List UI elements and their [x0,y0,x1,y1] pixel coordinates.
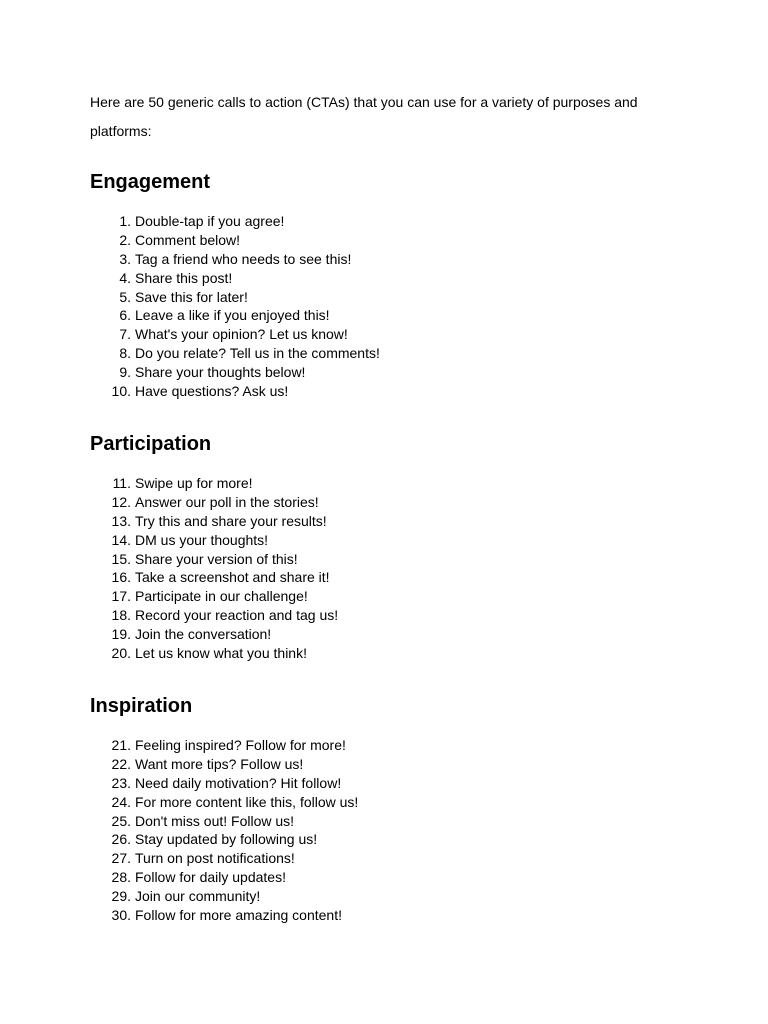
list-item-number: 17. [111,588,131,605]
list-item-text: Answer our poll in the stories! [135,493,319,510]
list-item-text: Follow for more amazing content! [135,907,342,924]
list-item-number: 3. [119,250,131,267]
list-item-number: 23. [111,774,131,791]
list-item-number: 30. [111,907,131,924]
list-item-number: 11. [112,475,131,491]
section-heading: Engagement [90,171,211,193]
list-item-text: Stay updated by following us! [135,831,318,848]
list-item-text: Join the conversation! [135,626,272,643]
list-item [90,644,338,663]
list-item-text: Share this post! [135,269,233,286]
list-item [90,325,380,344]
list-item [90,363,380,382]
list-item-number: 26. [111,831,131,848]
list-item [90,474,338,493]
list-item [90,906,358,925]
list-item [90,231,380,250]
list-item [90,250,380,269]
list-item-number: 24. [111,793,131,810]
cta-list [90,212,380,401]
list-item-number: 2. [119,231,131,248]
list-item-number: 29. [111,888,131,905]
list-item-text: Do you relate? Tell us in the comments! [135,345,380,362]
list-item-text: What's your opinion? Let us know! [135,326,348,343]
list-item-text: Share your thoughts below! [135,364,306,381]
list-item-number: 5. [119,288,131,305]
section-inspiration [90,694,690,924]
list-item [90,212,380,231]
list-item [90,288,380,307]
list-item-number: 6. [119,307,131,324]
list-item-number: 9. [119,364,131,381]
list-item-number: 20. [111,645,131,662]
intro-paragraph: Here are 50 generic calls to action (CTAs) that you can use for a variety of purposes and platforms: [90,94,638,139]
list-item-number: 27. [111,850,131,867]
section-heading: Inspiration [90,695,193,717]
list-item [90,493,338,512]
list-item-number: 7. [119,326,131,343]
list-item [90,587,338,606]
list-item-text: Comment below! [135,231,241,248]
list-item-text: Participate in our challenge! [135,588,308,605]
list-item [90,269,380,288]
list-item [90,830,358,849]
list-item [90,512,338,531]
list-item-number: 18. [111,607,131,624]
list-item-text: Feeling inspired? Follow for more! [135,737,346,753]
list-item [90,755,358,774]
list-item-text: Try this and share your results! [135,512,327,529]
list-item [90,550,338,569]
list-item-text: For more content like this, follow us! [135,793,359,810]
list-item [90,887,358,906]
list-item-number: 13. [111,512,131,529]
cta-list [90,736,358,925]
list-item [90,849,358,868]
list-item [90,382,380,401]
list-item-text: DM us your thoughts! [135,531,269,548]
list-item-text: Join our community! [135,888,261,905]
list-item-text: Have questions? Ask us! [135,383,289,400]
cta-list [90,474,338,663]
list-item-number: 10. [111,383,131,400]
list-item-text: Tag a friend who needs to see this! [135,250,352,267]
list-item [90,531,338,550]
section-engagement [90,170,690,400]
section-participation [90,432,690,662]
list-item-number: 21. [111,737,131,753]
list-item-number: 15. [111,550,131,567]
list-item-number: 19. [111,626,131,643]
list-item-text: Want more tips? Follow us! [135,755,304,772]
list-item-text: Leave a like if you enjoyed this! [135,307,330,324]
list-item-text: Let us know what you think! [135,645,307,662]
list-item [90,625,338,644]
list-item [90,736,358,755]
list-item [90,868,358,887]
list-item-number: 8. [119,345,131,362]
list-item-text: Don't miss out! Follow us! [135,812,295,829]
list-item-number: 22. [111,755,131,772]
list-item-text: Share your version of this! [135,550,298,567]
list-item [90,793,358,812]
list-item-number: 1. [119,213,131,229]
list-item-number: 14. [111,531,131,548]
list-item-number: 4. [119,269,131,286]
list-item-number: 16. [111,569,131,586]
list-item-text: Save this for later! [135,288,248,305]
list-item [90,812,358,831]
list-item [90,774,358,793]
list-item-text: Follow for daily updates! [135,869,286,886]
list-item-number: 28. [111,869,131,886]
section-heading: Participation [90,433,212,455]
list-item-text: Need daily motivation? Hit follow! [135,774,342,791]
list-item [90,568,338,587]
list-item [90,344,380,363]
list-item-number: 12. [111,493,131,510]
list-item-text: Take a screenshot and share it! [135,569,330,586]
list-item [90,606,338,625]
list-item-text: Record your reaction and tag us! [135,607,339,624]
list-item-number: 25. [111,812,131,829]
list-item-text: Double-tap if you agree! [135,213,285,229]
list-item-text: Turn on post notifications! [135,850,295,867]
list-item [90,306,380,325]
list-item-text: Swipe up for more! [135,475,253,491]
